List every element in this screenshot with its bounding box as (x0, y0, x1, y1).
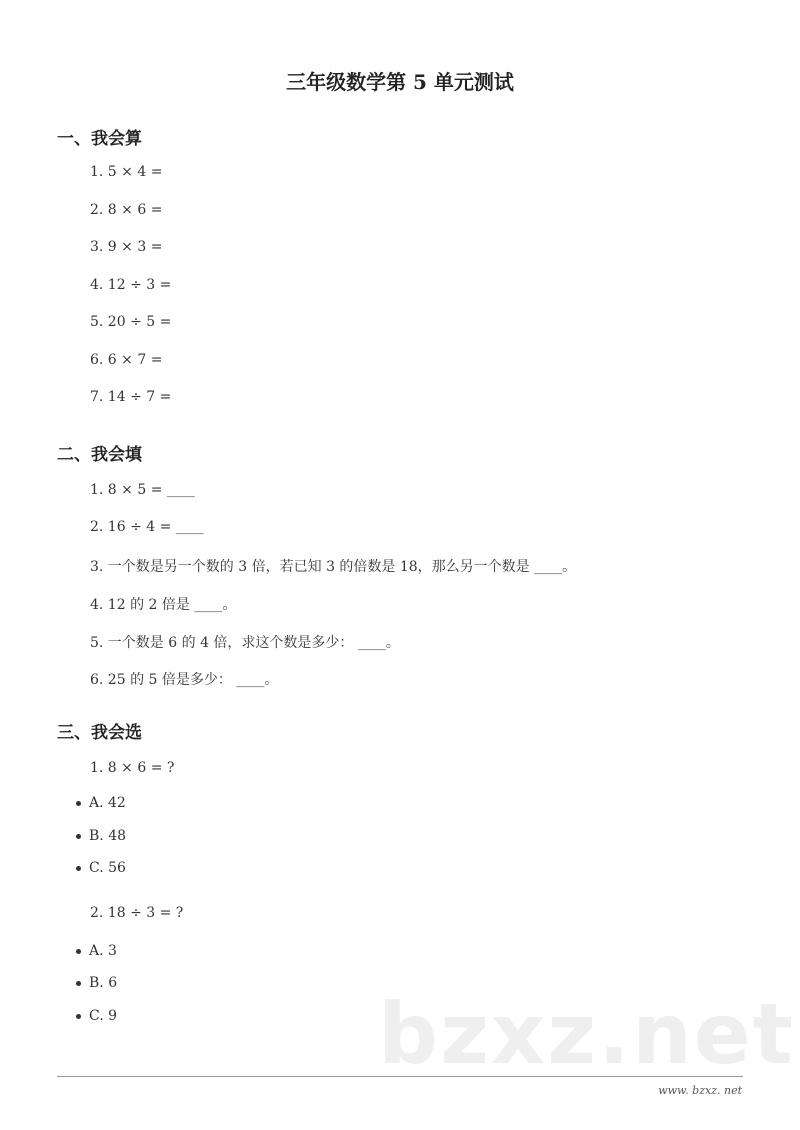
list-item: 4. 12 ÷ 3 = (90, 277, 172, 293)
section-heading-choose: 三、我会选 (57, 723, 142, 743)
option-label: B. 6 (89, 975, 118, 991)
bullet-icon (76, 981, 81, 986)
list-item: 5. 20 ÷ 5 = (90, 314, 172, 330)
list-item: 3. 9 × 3 = (90, 239, 163, 255)
bullet-icon (76, 949, 81, 954)
footer-divider (57, 1076, 743, 1077)
section-heading-calculate: 一、我会算 (57, 129, 142, 149)
footer-url: www. bzxz. net (658, 1084, 742, 1097)
option-label: A. 3 (89, 943, 117, 959)
list-item: 7. 14 ÷ 7 = (90, 389, 172, 405)
bullet-icon (76, 801, 81, 806)
list-item: 1. 8 × 5 = ____ (90, 482, 195, 498)
option (76, 1008, 117, 1024)
option (76, 860, 126, 876)
list-item: 6. 6 × 7 = (90, 352, 163, 368)
option-label: B. 48 (89, 828, 127, 844)
page-title: 三年级数学第 5 单元测试 (286, 70, 514, 94)
question: 2. 18 ÷ 3 = ? (90, 905, 184, 921)
bullet-icon (76, 834, 81, 839)
option-label: C. 9 (89, 1008, 118, 1024)
list-item: 2. 8 × 6 = (90, 202, 163, 218)
list-item: 3. 一个数是另一个数的 3 倍，若已知 3 的倍数是 18，那么另一个数是 ____。 (90, 559, 577, 575)
watermark: bzxz.net (378, 985, 795, 1083)
option (76, 828, 126, 844)
list-item: 2. 16 ÷ 4 = ____ (90, 519, 204, 535)
list-item: 5. 一个数是 6 的 4 倍，求这个数是多少： ____。 (90, 635, 400, 651)
list-item: 4. 12 的 2 倍是 ____。 (90, 597, 237, 613)
option-label: A. 42 (89, 795, 126, 811)
option (76, 943, 117, 959)
list-item: 6. 25 的 5 倍是多少： ____。 (90, 672, 279, 688)
question: 1. 8 × 6 = ? (90, 760, 175, 776)
section-heading-fill: 二、我会填 (57, 445, 142, 465)
option (76, 795, 126, 811)
bullet-icon (76, 1014, 81, 1019)
list-item: 1. 5 × 4 = (90, 164, 163, 180)
option (76, 975, 117, 991)
bullet-icon (76, 866, 81, 871)
option-label: C. 56 (89, 860, 126, 876)
